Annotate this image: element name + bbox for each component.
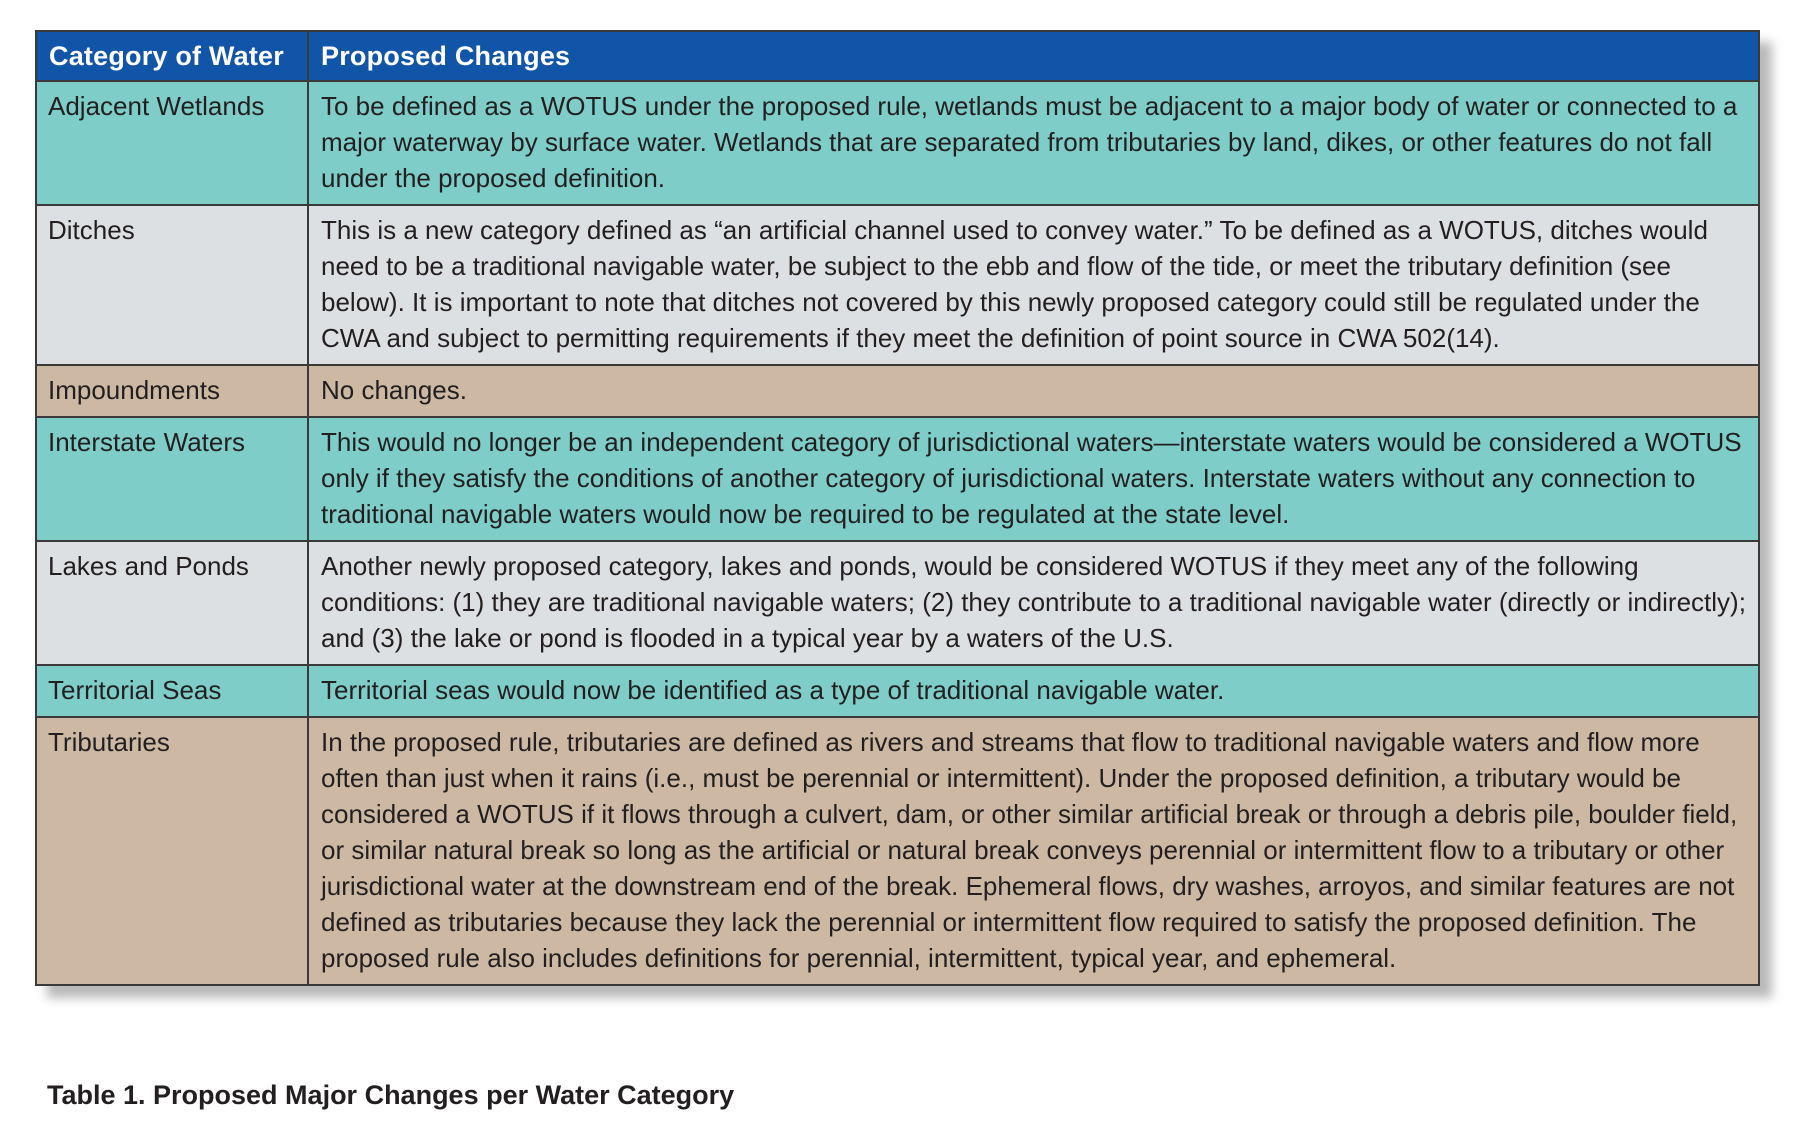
table-row bbox=[36, 541, 1759, 665]
row-category: Ditches bbox=[36, 205, 308, 365]
header-category: Category of Water bbox=[36, 31, 308, 81]
table-row bbox=[36, 717, 1759, 985]
row-changes: In the proposed rule, tributaries are defined as rivers and streams that flow to traditional navigable waters and flow more often than just when it rains (i.e., must be perennial or intermittent). Under the proposed definition, a tributary would be considered a WOTUS if it flows through a culvert, dam, or other similar artificial break or through a debris pile, boulder field, or similar natural break so long as the artificial or natural break conveys perennial or intermittent flow to a tributary or other jurisdictional water at the downstream end of the break. Ephemeral flows, dry washes, arroyos, and similar features are not defined as tributaries because they lack the perennial or intermittent flow required to satisfy the proposed definition. The proposed rule also includes definitions for perennial, intermittent, typical year, and ephemeral. bbox=[308, 717, 1759, 985]
header-proposed-changes: Proposed Changes bbox=[308, 31, 1759, 81]
row-changes: Territorial seas would now be identified as a type of traditional navigable water. bbox=[308, 665, 1759, 717]
table-row bbox=[36, 417, 1759, 541]
row-changes: To be defined as a WOTUS under the proposed rule, wetlands must be adjacent to a major body of water or connected to a major waterway by surface water. Wetlands that are separated from tributaries by land, dikes, or other features do not fall under the proposed definition. bbox=[308, 81, 1759, 205]
row-changes: This would no longer be an independent category of jurisdictional waters—interstate waters would be considered a WOTUS only if they satisfy the conditions of another category of jurisdictional waters. Interstate waters without any connection to traditional navigable waters would now be required to be regulated at the state level. bbox=[308, 417, 1759, 541]
table-row bbox=[36, 365, 1759, 417]
row-category: Territorial Seas bbox=[36, 665, 308, 717]
water-category-table bbox=[35, 30, 1760, 986]
water-category-table-container bbox=[35, 30, 1760, 986]
row-category: Adjacent Wetlands bbox=[36, 81, 308, 205]
row-changes: No changes. bbox=[308, 365, 1759, 417]
row-category: Lakes and Ponds bbox=[36, 541, 308, 665]
row-category: Tributaries bbox=[36, 717, 308, 985]
table-row bbox=[36, 665, 1759, 717]
table-row bbox=[36, 205, 1759, 365]
row-category: Impoundments bbox=[36, 365, 308, 417]
row-category: Interstate Waters bbox=[36, 417, 308, 541]
row-changes: This is a new category defined as “an artificial channel used to convey water.” To be defined as a WOTUS, ditches would need to be a traditional navigable water, be subject to the ebb and flow of the tide, or meet the tributary definition (see below). It is important to note that ditches not covered by this newly proposed category could still be regulated under the CWA and subject to permitting requirements if they meet the definition of point source in CWA 502(14). bbox=[308, 205, 1759, 365]
row-changes: Another newly proposed category, lakes and ponds, would be considered WOTUS if they meet any of the following conditions: (1) they are traditional navigable waters; (2) they contribute to a traditional navigable water (directly or indirectly); and (3) the lake or pond is flooded in a typical year by a waters of the U.S. bbox=[308, 541, 1759, 665]
table-caption: Table 1. Proposed Major Changes per Water Category bbox=[47, 1080, 735, 1110]
table-header-row bbox=[36, 31, 1759, 81]
table-row bbox=[36, 81, 1759, 205]
